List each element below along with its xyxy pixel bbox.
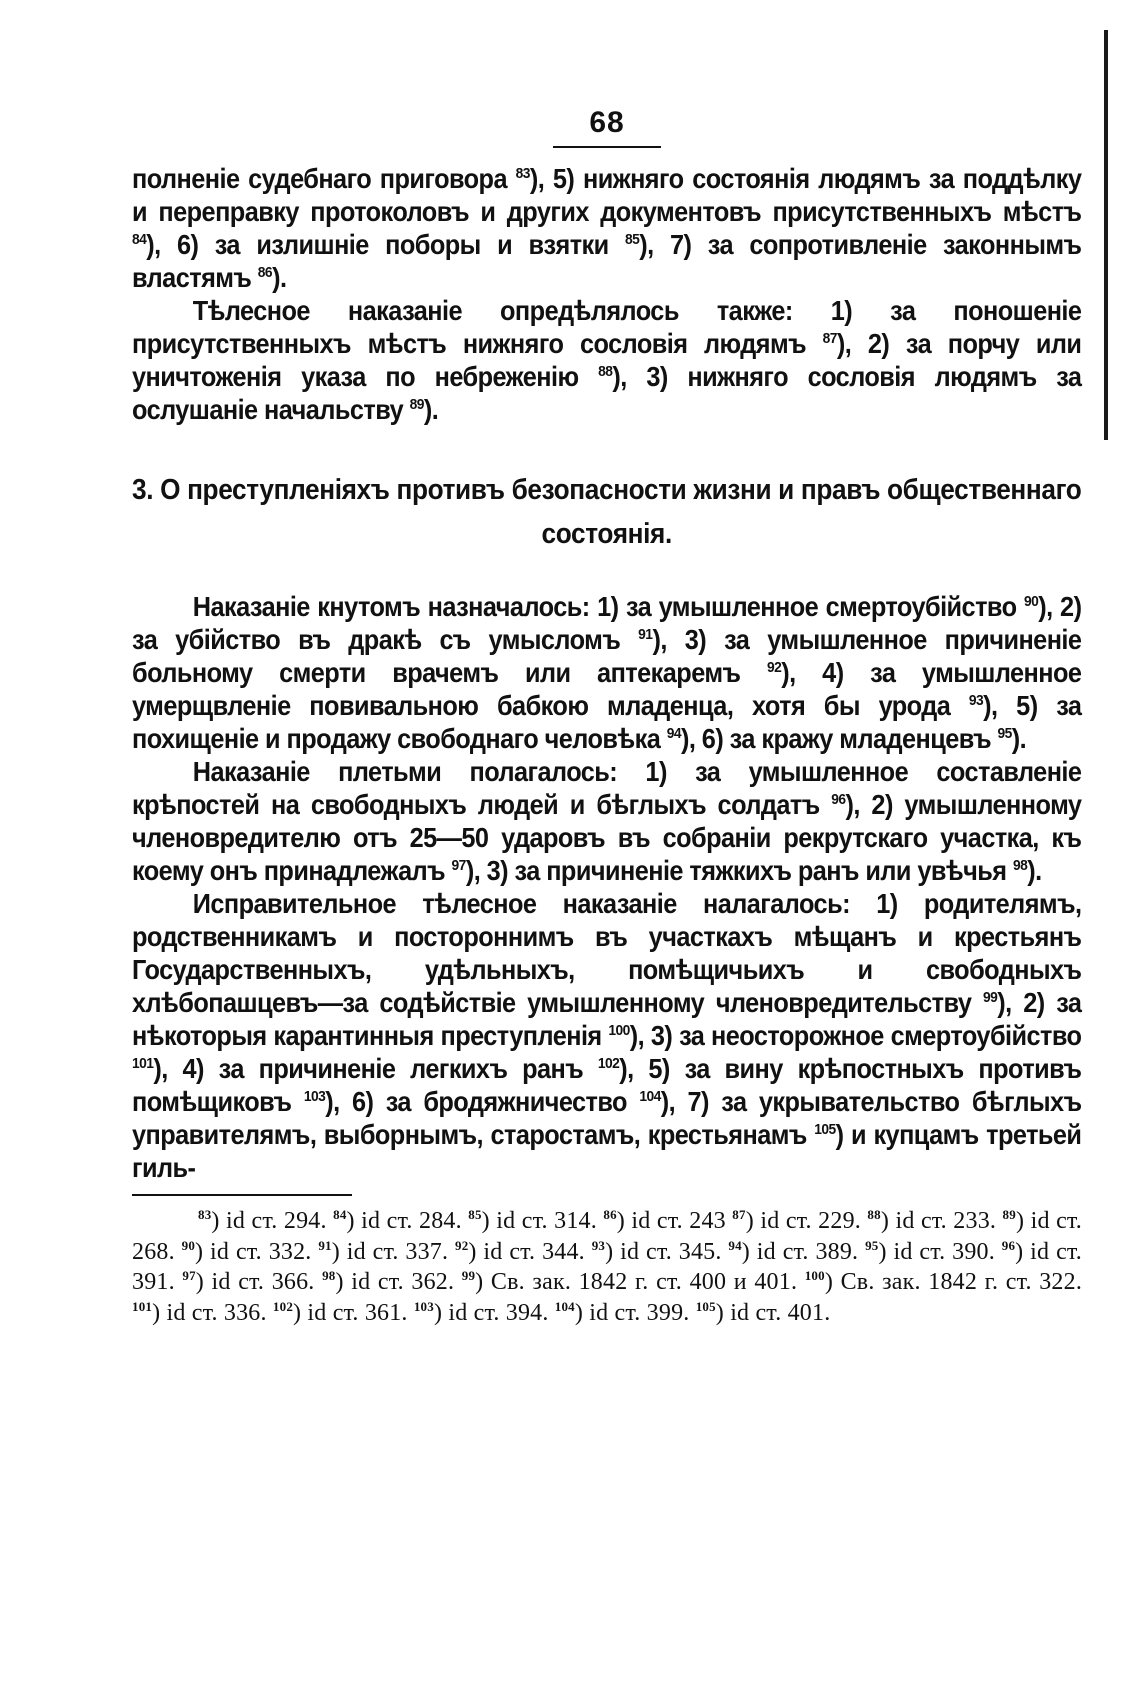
footnote-citation: ) id ст. 336.	[152, 1299, 267, 1326]
footnote-ref-89: 89	[409, 395, 424, 413]
text-run: ), 6) за кражу младенцевъ	[680, 723, 998, 754]
text-run: ), 5) нижняго состоянія людямъ за поддѣлку и переправку протоколовъ и других документовъ присутственныхъ мѣстъ	[132, 163, 1082, 227]
text-run: ), 5) за вину крѣпостныхъ противъ помѣщиковъ	[132, 1053, 1082, 1117]
paragraph-p5	[132, 887, 1081, 1184]
footnote-93	[592, 1239, 722, 1265]
footnote-ref-105: 105	[814, 1120, 836, 1138]
text-run: Тѣлесное наказаніе опредѣлялось также: 1) за поношеніе присутственныхъ мѣстъ нижняго сословія людямъ	[132, 295, 1082, 359]
footnote-103	[414, 1300, 549, 1326]
footnote-86	[603, 1208, 725, 1234]
footnote-number: 99	[461, 1268, 476, 1283]
text-run: ), 2) умышленному членовредителю отъ 25—50 ударовъ въ собраніи рекрутскаго участка, къ коему онъ принадлежалъ	[132, 789, 1082, 886]
text-run: Исправительное тѣлесное наказаніе налагалось: 1) родителямъ, родственникамъ и постороннимъ въ участкахъ мѣщанъ и крестьянъ Государственныхъ, удѣльныхъ, помѣщичьихъ и свободныхъ хлѣбопашцевъ—за содѣйствіе умышленному членовредительству	[132, 888, 1082, 1018]
paragraph-p3	[132, 590, 1081, 755]
text-run: ), 3) за причиненіе тяжкихъ ранъ или увѣчья	[465, 855, 1013, 886]
footnote-97	[182, 1269, 314, 1295]
footnote-ref-95: 95	[997, 724, 1012, 742]
footnote-ref-90: 90	[1023, 592, 1039, 610]
text-run: ), 7) за сопротивленіе законнымъ властямъ	[132, 229, 1082, 293]
paragraph-p2	[132, 294, 1081, 426]
footnote-ref-100: 100	[608, 1021, 630, 1039]
page-number: 68	[589, 106, 625, 139]
text-run: ), 6) за излишніе поборы и взятки	[146, 229, 626, 260]
footnote-ref-87: 87	[822, 329, 837, 347]
footnote-ref-99: 99	[982, 988, 998, 1006]
footnote-citation: ) id ст. 362.	[335, 1269, 455, 1295]
footnote-number: 97	[182, 1268, 196, 1283]
footnote-number: 105	[695, 1298, 716, 1314]
footnote-number: 100	[804, 1268, 825, 1283]
footnote-citation: ) id ст. 268.	[132, 1208, 1083, 1265]
footnote-83	[198, 1208, 327, 1234]
footnote-citation: ) id ст. 391.	[132, 1238, 1083, 1295]
footnote-88	[867, 1208, 996, 1234]
footnote-citation: ) id ст. 345.	[605, 1238, 722, 1265]
footnote-citation: ) id ст. 332.	[195, 1238, 312, 1265]
text-run: ), 3) за неосторожное смертоубійство	[629, 1020, 1082, 1051]
footnote-number: 85	[468, 1207, 482, 1222]
footnote-citation: ) id ст. 233.	[880, 1208, 997, 1234]
footnote-citation: ) id ст. 399.	[574, 1299, 690, 1326]
text-run: ) и купцамъ третьей гиль-	[132, 1119, 1082, 1183]
text-run: ), 3) нижняго сословія людямъ за ослушаніе начальству	[132, 361, 1082, 425]
footnote-number: 94	[728, 1237, 742, 1253]
footnote-citation: ) id ст. 337.	[331, 1238, 449, 1265]
footnote-citation: ) id ст. 229.	[745, 1208, 861, 1234]
text-run: полненіе судебнаго приговора	[132, 163, 516, 194]
text-run: ).	[1011, 723, 1027, 754]
footnote-rule	[132, 1194, 352, 1196]
footnote-number: 95	[865, 1237, 879, 1253]
footnote-ref-94: 94	[666, 724, 681, 742]
footnote-ref-97: 97	[451, 856, 466, 874]
text-run: ), 5) за похищеніе и продажу свободнаго человѣка	[132, 690, 1082, 754]
footnote-102	[273, 1300, 408, 1326]
paragraph-p4	[132, 755, 1081, 887]
footnote-number: 91	[318, 1237, 332, 1253]
text-run: ), 7) за укрывательство бѣглыхъ управителямъ, выборнымъ, старостамъ, крестьянамъ	[132, 1086, 1082, 1150]
footnote-87	[732, 1208, 861, 1234]
footnote-citation: ) id ст. 294.	[211, 1208, 327, 1234]
footnote-number: 98	[322, 1268, 336, 1283]
text-run: ), 6) за бродяжничество	[325, 1086, 640, 1117]
footnote-ref-86: 86	[257, 263, 273, 281]
footnote-citation: ) id ст. 361.	[293, 1299, 408, 1326]
footnote-100	[805, 1269, 1082, 1295]
footnote-number: 88	[867, 1207, 881, 1222]
section-heading: 3. О преступленіяхъ противъ безопасности жизни и правъ общественнаго состоянія.	[132, 474, 1082, 550]
text-run: ).	[272, 262, 287, 293]
footnote-number: 101	[132, 1298, 153, 1314]
footnote-number: 103	[413, 1298, 434, 1314]
footnote-ref-88: 88	[598, 362, 613, 380]
book-page	[132, 104, 1082, 1328]
text-run: ), 2) за нѣкоторыя карантинныя преступленія	[132, 987, 1082, 1051]
footnote-95	[865, 1239, 995, 1265]
footnote-104	[555, 1300, 690, 1326]
text-run: ), 4) за умышленное умерщвленіе повивальною бабкою младенца, хотя бы урода	[132, 657, 1082, 721]
footnote-92	[455, 1239, 585, 1265]
footnote-105	[696, 1300, 831, 1326]
footnote-citation: ) id ст. 401.	[715, 1299, 831, 1326]
footnote-citation: ) Св. зак. 1842 г. ст. 322.	[824, 1269, 1083, 1295]
footnote-citation: ) id ст. 243	[616, 1208, 726, 1234]
footnote-ref-92: 92	[767, 658, 782, 676]
footnote-101	[132, 1300, 267, 1326]
footnote-number: 84	[333, 1207, 347, 1222]
text-run: ), 2) за убійство въ дракѣ съ умысломъ	[132, 591, 1082, 655]
footnote-ref-98: 98	[1012, 856, 1028, 874]
footnote-ref-96: 96	[831, 790, 846, 808]
text-run: ), 3) за умышленное причиненіе больному смерти врачемъ или аптекаремъ	[132, 624, 1082, 688]
footnote-citation: ) id ст. 344.	[468, 1238, 585, 1265]
page-edge-mark	[1104, 30, 1108, 440]
footnote-number: 102	[272, 1298, 294, 1314]
footnote-citation: ) id ст. 284.	[346, 1208, 462, 1234]
footnote-98	[322, 1269, 454, 1295]
footnote-number: 89	[1002, 1207, 1016, 1222]
footnote-citation: ) id ст. 314.	[481, 1208, 597, 1234]
footnote-ref-91: 91	[638, 625, 653, 643]
paragraph-p1	[132, 162, 1081, 294]
footnote-number: 104	[554, 1298, 575, 1314]
footnote-ref-83: 83	[515, 164, 530, 182]
text-run: ), 2) за порчу или уничтоженія указа по небреженію	[132, 328, 1082, 392]
body-text-before	[132, 162, 1082, 426]
text-run: ).	[1027, 855, 1042, 886]
footnote-citation: ) id ст. 366.	[195, 1269, 315, 1295]
footnote-ref-85: 85	[625, 230, 640, 248]
footnote-ref-104: 104	[639, 1087, 661, 1105]
footnote-number: 87	[732, 1207, 746, 1222]
footnote-number: 93	[591, 1237, 606, 1253]
page-number-rule	[553, 146, 661, 148]
text-run: Наказаніе кнутомъ назначалось: 1) за умышленное смертоубійство	[192, 591, 1024, 622]
text-run: Наказаніе плетьми полагалось: 1) за умышленное составленіе крѣпостей на свободныхъ людей и бѣглыхъ солдатъ	[132, 756, 1082, 820]
footnote-ref-93: 93	[968, 691, 984, 709]
footnote-number: 92	[455, 1237, 469, 1253]
footnote-number: 83	[198, 1207, 212, 1222]
footnote-ref-103: 103	[303, 1087, 326, 1105]
footnote-94	[728, 1239, 858, 1265]
footnote-84	[333, 1208, 462, 1234]
footnote-number: 96	[1001, 1237, 1016, 1253]
footnote-text	[132, 1206, 1082, 1328]
footnote-85	[468, 1208, 597, 1234]
footnote-91	[318, 1239, 448, 1265]
footnote-citation: ) id ст. 394.	[433, 1299, 549, 1326]
footnote-90	[182, 1239, 312, 1265]
text-run: ), 4) за причиненіе легкихъ ранъ	[153, 1053, 598, 1084]
footnote-citation: ) id ст. 389.	[741, 1238, 859, 1265]
footnote-ref-102: 102	[597, 1054, 620, 1072]
footnote-number: 86	[603, 1207, 617, 1222]
footnote-citation: ) Св. зак. 1842 г. ст. 400 и 401.	[475, 1269, 798, 1295]
footnotes	[132, 1206, 1082, 1328]
footnote-number: 90	[181, 1237, 196, 1253]
footnote-99	[462, 1269, 797, 1295]
footnote-ref-84: 84	[132, 230, 147, 248]
footnote-ref-101: 101	[132, 1054, 154, 1072]
text-run: ).	[423, 394, 439, 425]
footnote-citation: ) id ст. 390.	[878, 1238, 995, 1265]
body-text-after	[132, 590, 1082, 1184]
